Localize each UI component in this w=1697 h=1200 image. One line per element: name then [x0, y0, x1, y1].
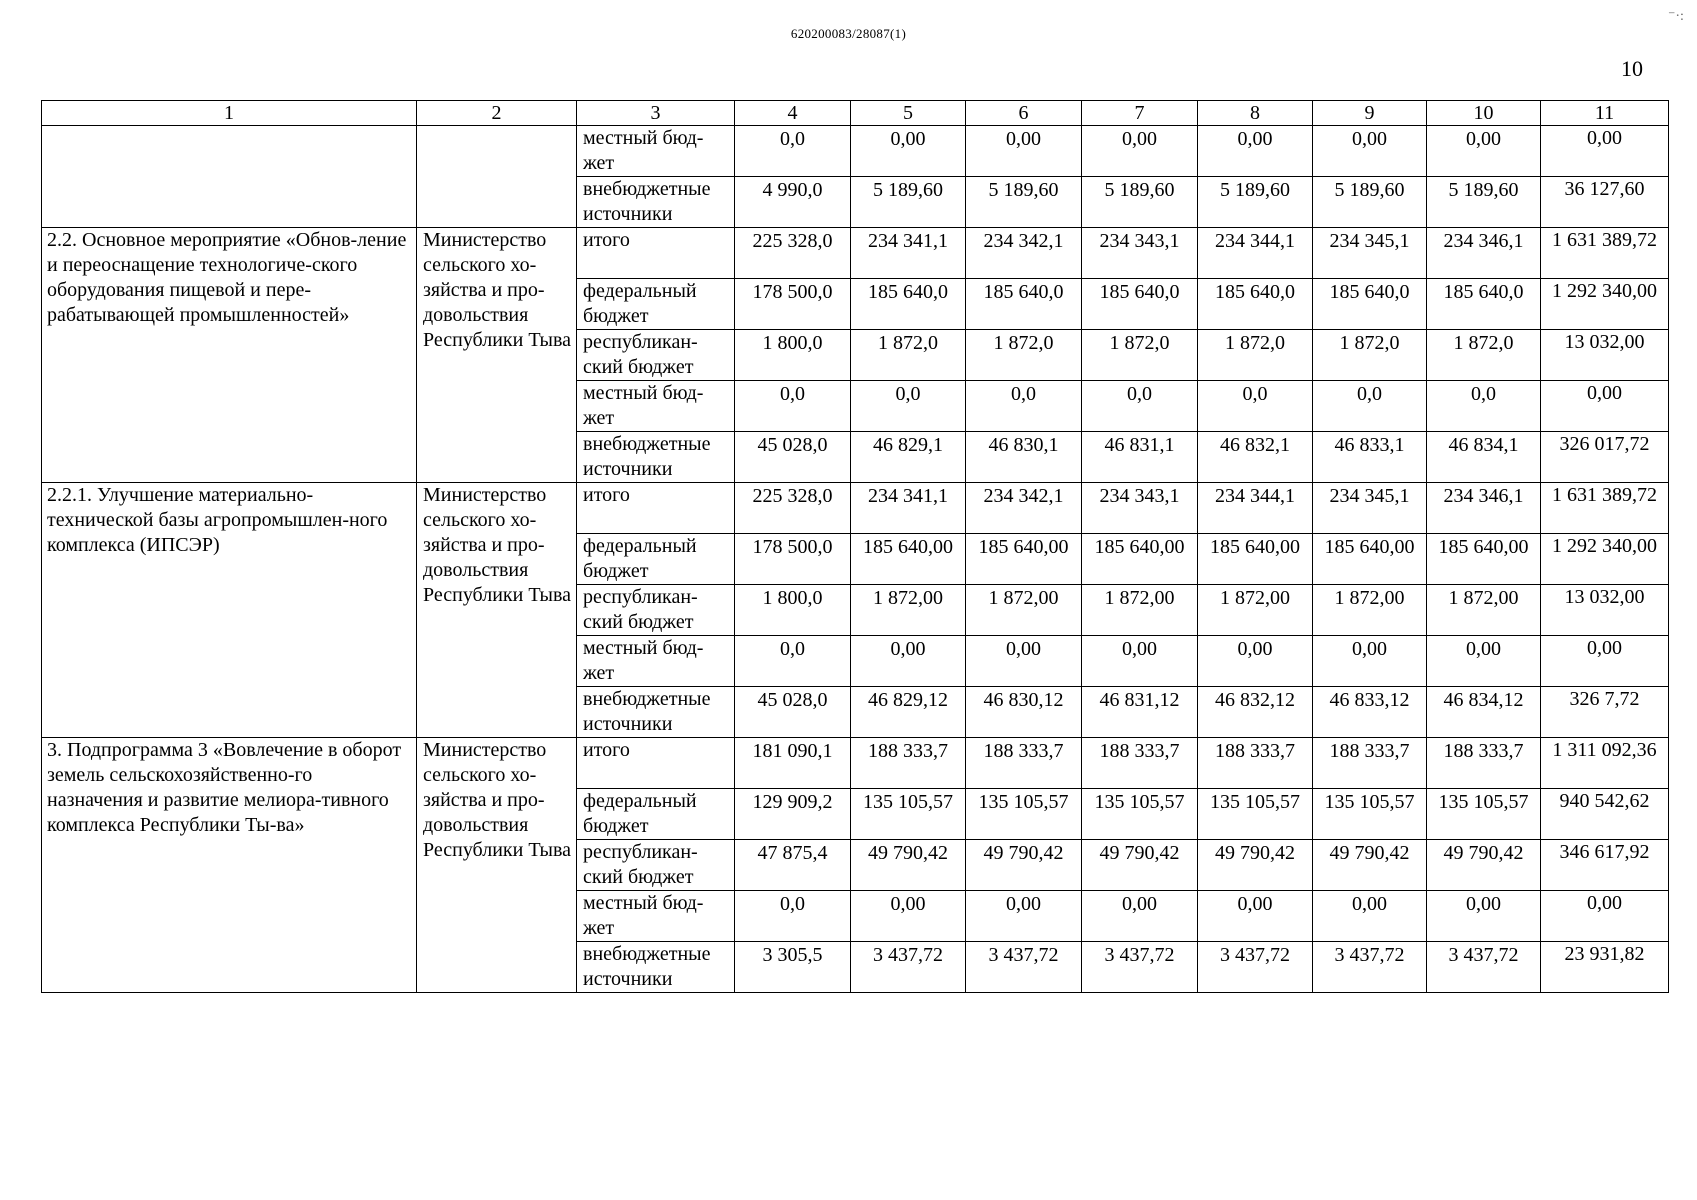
year-value-cell: 0,0 — [1082, 381, 1198, 432]
year-value-cell: 46 830,1 — [966, 432, 1082, 483]
year-value-cell: 185 640,00 — [1427, 534, 1541, 585]
column-header-11: 11 — [1541, 101, 1669, 126]
year-value-cell: 234 341,1 — [851, 228, 966, 279]
year-value-cell: 46 829,12 — [851, 687, 966, 738]
total-value-cell: 23 931,82 — [1541, 942, 1669, 993]
year-value-cell: 1 872,0 — [1313, 330, 1427, 381]
column-header-1: 1 — [42, 101, 417, 126]
year-value-cell: 5 189,60 — [1082, 177, 1198, 228]
year-value-cell: 1 872,00 — [966, 585, 1082, 636]
funding-source-cell: федеральный бюджет — [577, 279, 735, 330]
year-value-cell: 0,00 — [1313, 126, 1427, 177]
year-value-cell: 3 305,5 — [735, 942, 851, 993]
year-value-cell: 188 333,7 — [1198, 738, 1313, 789]
year-value-cell: 5 189,60 — [1313, 177, 1427, 228]
column-header-6: 6 — [966, 101, 1082, 126]
year-value-cell: 0,00 — [1427, 636, 1541, 687]
year-value-cell: 46 831,1 — [1082, 432, 1198, 483]
year-value-cell: 181 090,1 — [735, 738, 851, 789]
year-value-cell: 46 834,12 — [1427, 687, 1541, 738]
year-value-cell: 234 344,1 — [1198, 483, 1313, 534]
year-value-cell: 46 832,1 — [1198, 432, 1313, 483]
funding-source-cell: внебюджетные источники — [577, 432, 735, 483]
year-value-cell: 225 328,0 — [735, 228, 851, 279]
year-value-cell: 0,00 — [1082, 891, 1198, 942]
year-value-cell: 49 790,42 — [1198, 840, 1313, 891]
budget-table — [41, 100, 1669, 993]
column-header-4: 4 — [735, 101, 851, 126]
funding-source-cell: местный бюд-жет — [577, 636, 735, 687]
year-value-cell: 0,0 — [735, 636, 851, 687]
year-value-cell: 188 333,7 — [851, 738, 966, 789]
year-value-cell: 5 189,60 — [1427, 177, 1541, 228]
year-value-cell: 178 500,0 — [735, 534, 851, 585]
year-value-cell: 0,00 — [966, 636, 1082, 687]
year-value-cell: 185 640,00 — [1082, 534, 1198, 585]
year-value-cell: 135 105,57 — [1082, 789, 1198, 840]
year-value-cell: 0,00 — [1082, 126, 1198, 177]
year-value-cell: 135 105,57 — [966, 789, 1082, 840]
responsible-cell — [417, 126, 577, 228]
year-value-cell: 135 105,57 — [1313, 789, 1427, 840]
total-value-cell: 1 292 340,00 — [1541, 534, 1669, 585]
funding-source-cell: федеральный бюджет — [577, 789, 735, 840]
year-value-cell: 0,0 — [966, 381, 1082, 432]
page-number: 10 — [1621, 56, 1643, 81]
year-value-cell: 0,00 — [966, 126, 1082, 177]
year-value-cell: 46 832,12 — [1198, 687, 1313, 738]
year-value-cell: 135 105,57 — [851, 789, 966, 840]
year-value-cell: 1 800,0 — [735, 585, 851, 636]
total-value-cell: 1 311 092,36 — [1541, 738, 1669, 789]
year-value-cell: 188 333,7 — [966, 738, 1082, 789]
total-value-cell: 0,00 — [1541, 126, 1669, 177]
year-value-cell: 188 333,7 — [1313, 738, 1427, 789]
total-value-cell: 1 292 340,00 — [1541, 279, 1669, 330]
year-value-cell: 185 640,00 — [1198, 534, 1313, 585]
year-value-cell: 234 346,1 — [1427, 228, 1541, 279]
year-value-cell: 46 833,12 — [1313, 687, 1427, 738]
year-value-cell: 178 500,0 — [735, 279, 851, 330]
funding-source-cell: республикан-ский бюджет — [577, 585, 735, 636]
year-value-cell: 185 640,0 — [1313, 279, 1427, 330]
year-value-cell: 185 640,00 — [1313, 534, 1427, 585]
year-value-cell: 234 346,1 — [1427, 483, 1541, 534]
funding-source-cell: итого — [577, 738, 735, 789]
column-header-3: 3 — [577, 101, 735, 126]
total-value-cell: 940 542,62 — [1541, 789, 1669, 840]
year-value-cell: 0,00 — [1198, 891, 1313, 942]
year-value-cell: 1 872,0 — [1198, 330, 1313, 381]
year-value-cell: 234 341,1 — [851, 483, 966, 534]
year-value-cell: 234 345,1 — [1313, 483, 1427, 534]
total-value-cell: 36 127,60 — [1541, 177, 1669, 228]
year-value-cell: 49 790,42 — [1082, 840, 1198, 891]
year-value-cell: 234 343,1 — [1082, 228, 1198, 279]
year-value-cell: 0,00 — [1427, 126, 1541, 177]
year-value-cell: 1 800,0 — [735, 330, 851, 381]
year-value-cell: 0,0 — [1427, 381, 1541, 432]
year-value-cell: 185 640,00 — [966, 534, 1082, 585]
funding-source-cell: местный бюд-жет — [577, 126, 735, 177]
year-value-cell: 234 345,1 — [1313, 228, 1427, 279]
year-value-cell: 1 872,0 — [1082, 330, 1198, 381]
funding-source-cell: внебюджетные источники — [577, 942, 735, 993]
year-value-cell: 1 872,00 — [1313, 585, 1427, 636]
year-value-cell: 1 872,0 — [1427, 330, 1541, 381]
column-header-10: 10 — [1427, 101, 1541, 126]
year-value-cell: 234 344,1 — [1198, 228, 1313, 279]
year-value-cell: 49 790,42 — [966, 840, 1082, 891]
year-value-cell: 185 640,00 — [851, 534, 966, 585]
total-value-cell: 0,00 — [1541, 891, 1669, 942]
column-header-2: 2 — [417, 101, 577, 126]
year-value-cell: 185 640,0 — [1082, 279, 1198, 330]
year-value-cell: 0,00 — [1082, 636, 1198, 687]
total-value-cell: 326 7,72 — [1541, 687, 1669, 738]
year-value-cell: 5 189,60 — [966, 177, 1082, 228]
year-value-cell: 0,0 — [851, 381, 966, 432]
total-value-cell: 0,00 — [1541, 381, 1669, 432]
year-value-cell: 49 790,42 — [1313, 840, 1427, 891]
year-value-cell: 3 437,72 — [851, 942, 966, 993]
year-value-cell: 0,0 — [1313, 381, 1427, 432]
year-value-cell: 185 640,0 — [1198, 279, 1313, 330]
total-value-cell: 13 032,00 — [1541, 330, 1669, 381]
year-value-cell: 47 875,4 — [735, 840, 851, 891]
table-row — [42, 126, 1669, 177]
total-value-cell: 1 631 389,72 — [1541, 483, 1669, 534]
year-value-cell: 0,00 — [1313, 891, 1427, 942]
table-body — [42, 101, 1669, 993]
year-value-cell: 4 990,0 — [735, 177, 851, 228]
year-value-cell: 135 105,57 — [1427, 789, 1541, 840]
column-header-8: 8 — [1198, 101, 1313, 126]
year-value-cell: 3 437,72 — [1313, 942, 1427, 993]
funding-source-cell: местный бюд-жет — [577, 891, 735, 942]
year-value-cell: 1 872,0 — [966, 330, 1082, 381]
table-row — [42, 483, 1669, 534]
activity-name-cell: 3. Подпрограмма 3 «Вовлечение в оборот земель сельскохозяйственно-го назначения и развитие мелиора-тивного комплекса Республики Ты-ва» — [42, 738, 417, 993]
year-value-cell: 1 872,00 — [1082, 585, 1198, 636]
year-value-cell: 1 872,00 — [851, 585, 966, 636]
year-value-cell: 46 833,1 — [1313, 432, 1427, 483]
corner-scan-mark: ⁻·: — [1668, 9, 1684, 24]
year-value-cell: 0,00 — [851, 891, 966, 942]
year-value-cell: 49 790,42 — [851, 840, 966, 891]
year-value-cell: 5 189,60 — [851, 177, 966, 228]
year-value-cell: 135 105,57 — [1198, 789, 1313, 840]
total-value-cell: 1 631 389,72 — [1541, 228, 1669, 279]
year-value-cell: 5 189,60 — [1198, 177, 1313, 228]
year-value-cell: 129 909,2 — [735, 789, 851, 840]
total-value-cell: 326 017,72 — [1541, 432, 1669, 483]
year-value-cell: 234 342,1 — [966, 228, 1082, 279]
year-value-cell: 0,0 — [735, 381, 851, 432]
table-row — [42, 228, 1669, 279]
year-value-cell: 0,00 — [1198, 636, 1313, 687]
year-value-cell: 185 640,0 — [1427, 279, 1541, 330]
year-value-cell: 45 028,0 — [735, 432, 851, 483]
year-value-cell: 46 829,1 — [851, 432, 966, 483]
column-header-5: 5 — [851, 101, 966, 126]
year-value-cell: 0,00 — [966, 891, 1082, 942]
funding-source-cell: внебюджетные источники — [577, 177, 735, 228]
year-value-cell: 0,0 — [735, 891, 851, 942]
year-value-cell: 46 830,12 — [966, 687, 1082, 738]
year-value-cell: 3 437,72 — [1427, 942, 1541, 993]
activity-name-cell: 2.2.1. Улучшение материально-технической базы агропромышлен-ного комплекса (ИПСЭР) — [42, 483, 417, 738]
year-value-cell: 46 834,1 — [1427, 432, 1541, 483]
funding-source-cell: республикан-ский бюджет — [577, 330, 735, 381]
funding-source-cell: внебюджетные источники — [577, 687, 735, 738]
year-value-cell: 0,00 — [851, 126, 966, 177]
column-header-7: 7 — [1082, 101, 1198, 126]
responsible-cell: Министерство сельского хо-зяйства и про-довольствия Республики Тыва — [417, 228, 577, 483]
responsible-cell: Министерство сельского хо-зяйства и про-довольствия Республики Тыва — [417, 738, 577, 993]
year-value-cell: 0,00 — [1198, 126, 1313, 177]
year-value-cell: 0,0 — [735, 126, 851, 177]
header-row — [42, 101, 1669, 126]
year-value-cell: 0,00 — [851, 636, 966, 687]
activity-name-cell: 2.2. Основное мероприятие «Обнов-ление и переоснащение технологиче-ского оборудования пищевой и пере-рабатывающей промышленностей» — [42, 228, 417, 483]
year-value-cell: 188 333,7 — [1082, 738, 1198, 789]
funding-source-cell: итого — [577, 228, 735, 279]
funding-source-cell: федеральный бюджет — [577, 534, 735, 585]
year-value-cell: 0,0 — [1198, 381, 1313, 432]
column-header-9: 9 — [1313, 101, 1427, 126]
funding-source-cell: местный бюд-жет — [577, 381, 735, 432]
year-value-cell: 1 872,00 — [1198, 585, 1313, 636]
activity-name-cell — [42, 126, 417, 228]
year-value-cell: 49 790,42 — [1427, 840, 1541, 891]
year-value-cell: 234 343,1 — [1082, 483, 1198, 534]
year-value-cell: 1 872,00 — [1427, 585, 1541, 636]
year-value-cell: 188 333,7 — [1427, 738, 1541, 789]
year-value-cell: 0,00 — [1427, 891, 1541, 942]
year-value-cell: 185 640,0 — [851, 279, 966, 330]
year-value-cell: 225 328,0 — [735, 483, 851, 534]
total-value-cell: 0,00 — [1541, 636, 1669, 687]
year-value-cell: 234 342,1 — [966, 483, 1082, 534]
document-id: 620200083/28087(1) — [790, 26, 907, 41]
year-value-cell: 3 437,72 — [966, 942, 1082, 993]
year-value-cell: 3 437,72 — [1082, 942, 1198, 993]
total-value-cell: 346 617,92 — [1541, 840, 1669, 891]
year-value-cell: 46 831,12 — [1082, 687, 1198, 738]
table-row — [42, 738, 1669, 789]
funding-source-cell: итого — [577, 483, 735, 534]
responsible-cell: Министерство сельского хо-зяйства и про-довольствия Республики Тыва — [417, 483, 577, 738]
year-value-cell: 1 872,0 — [851, 330, 966, 381]
year-value-cell: 185 640,0 — [966, 279, 1082, 330]
year-value-cell: 3 437,72 — [1198, 942, 1313, 993]
year-value-cell: 45 028,0 — [735, 687, 851, 738]
total-value-cell: 13 032,00 — [1541, 585, 1669, 636]
year-value-cell: 0,00 — [1313, 636, 1427, 687]
funding-source-cell: республикан-ский бюджет — [577, 840, 735, 891]
